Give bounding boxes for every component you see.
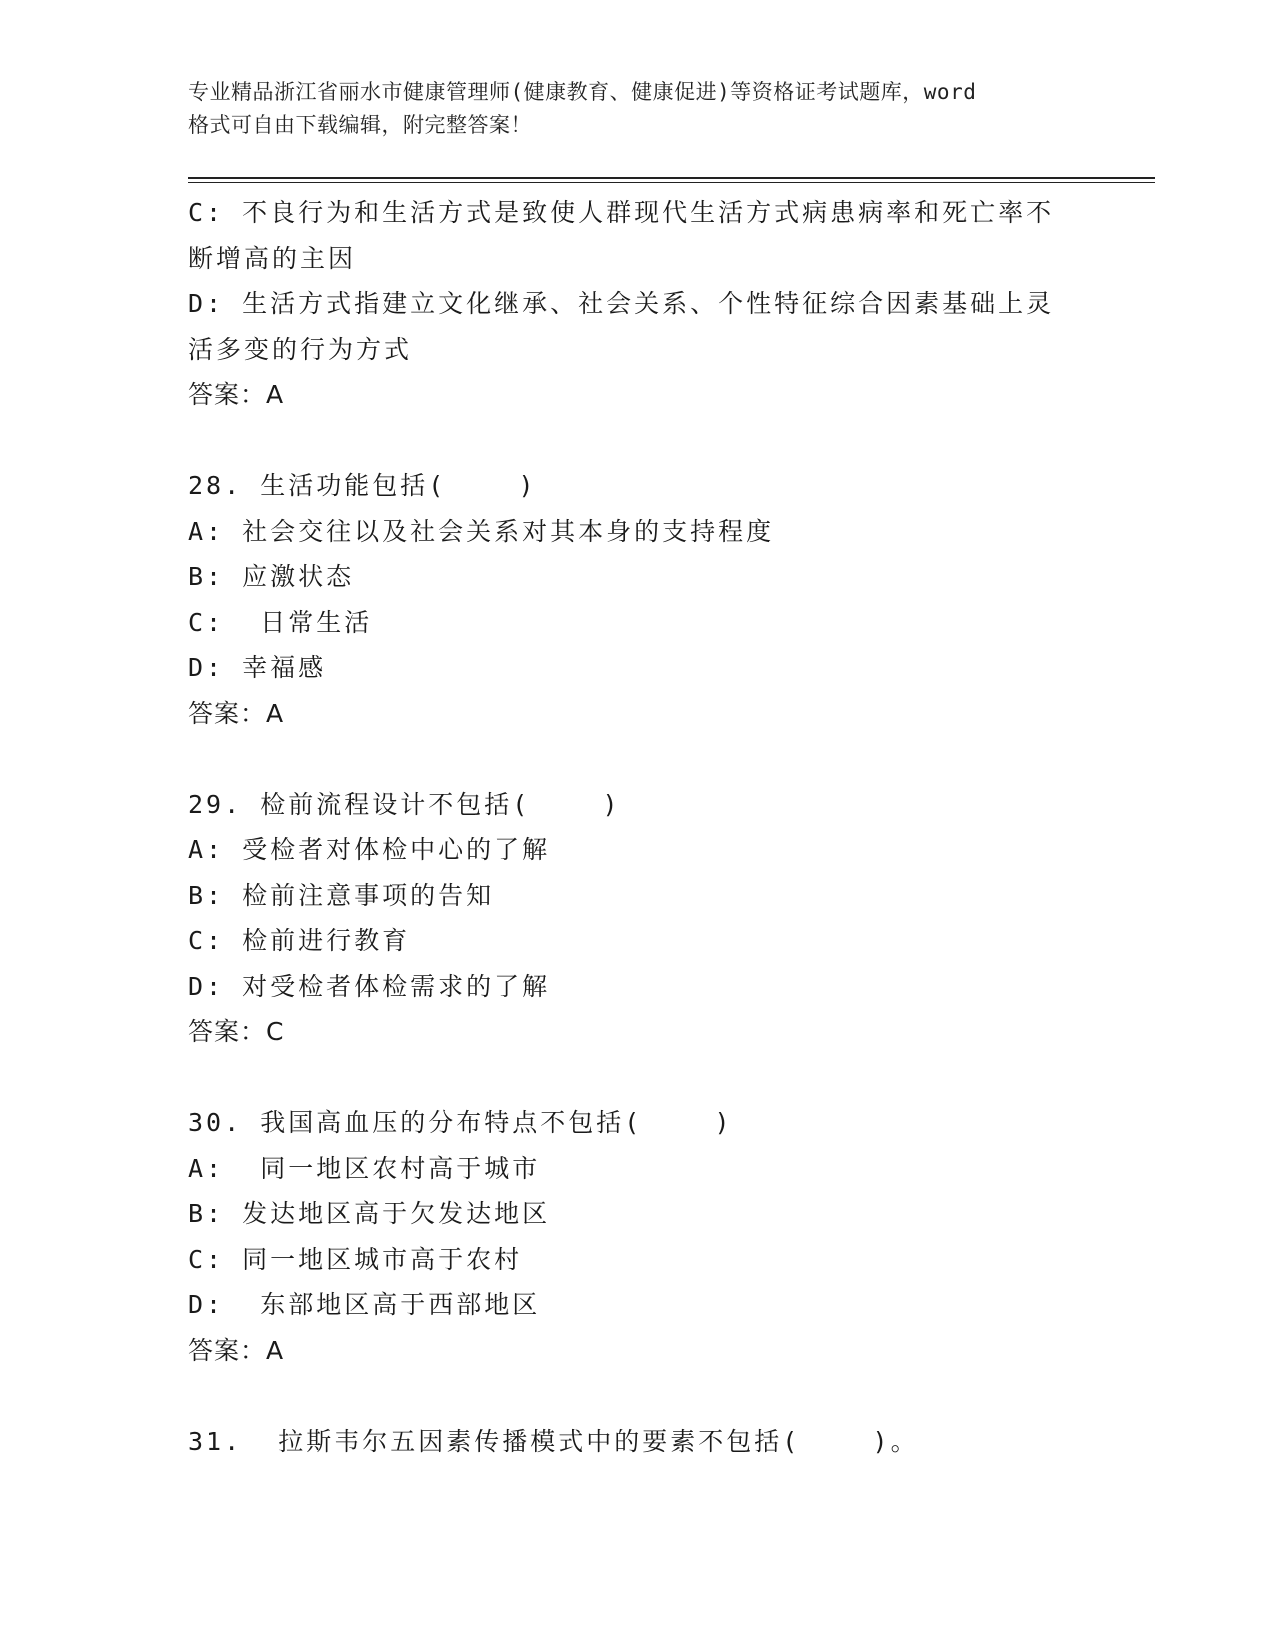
option-b: B: 应激状态	[188, 562, 355, 591]
option-d: D: 生活方式指建立文化继承、社会关系、个性特征综合因素基础上灵	[188, 289, 1055, 318]
answer: 答案：A	[188, 698, 285, 728]
question-27-continued	[188, 190, 1088, 418]
option-a: A: 社会交往以及社会关系对其本身的支持程度	[188, 516, 775, 546]
answer: 答案：A	[188, 1335, 285, 1365]
header-divider-thick	[188, 177, 1155, 179]
header-line-2: 格式可自由下载编辑，附完整答案！	[188, 113, 532, 137]
question-31	[188, 1419, 1088, 1465]
question-stem: 31. 拉斯韦尔五因素传播模式中的要素不包括( )。	[188, 1426, 919, 1456]
option-d: D: 对受检者体检需求的了解	[188, 971, 551, 1001]
option-c-continued: 断增高的主因	[188, 243, 357, 273]
header-divider-thin	[188, 182, 1155, 183]
question-stem: 29. 检前流程设计不包括( )	[188, 789, 621, 819]
question-list	[188, 190, 1088, 1464]
option-d-continued: 活多变的行为方式	[188, 334, 413, 364]
option-a: A: 同一地区农村高于城市	[188, 1153, 541, 1183]
question-stem: 28. 生活功能包括( )	[188, 471, 537, 500]
answer: 答案：A	[188, 380, 285, 409]
option-d: D: 幸福感	[188, 653, 327, 682]
question-28	[188, 463, 1088, 736]
option-c: C: 同一地区城市高于农村	[188, 1244, 523, 1274]
option-d: D: 东部地区高于西部地区	[188, 1290, 541, 1319]
option-c: C: 日常生活	[188, 607, 373, 637]
question-30	[188, 1100, 1088, 1373]
answer: 答案：C	[188, 1017, 285, 1046]
document-header	[188, 76, 1088, 142]
question-29	[188, 782, 1088, 1055]
question-stem: 30. 我国高血压的分布特点不包括( )	[188, 1108, 733, 1137]
option-b: B: 检前注意事项的告知	[188, 880, 495, 910]
header-line-1: 专业精品浙江省丽水市健康管理师(健康教育、健康促进)等资格证考试题库，word	[188, 80, 977, 104]
option-c: C: 不良行为和生活方式是致使人群现代生活方式病患病率和死亡率不	[188, 198, 1055, 227]
option-b: B: 发达地区高于欠发达地区	[188, 1199, 551, 1228]
option-c: C: 检前进行教育	[188, 926, 411, 955]
option-a: A: 受检者对体检中心的了解	[188, 835, 551, 864]
